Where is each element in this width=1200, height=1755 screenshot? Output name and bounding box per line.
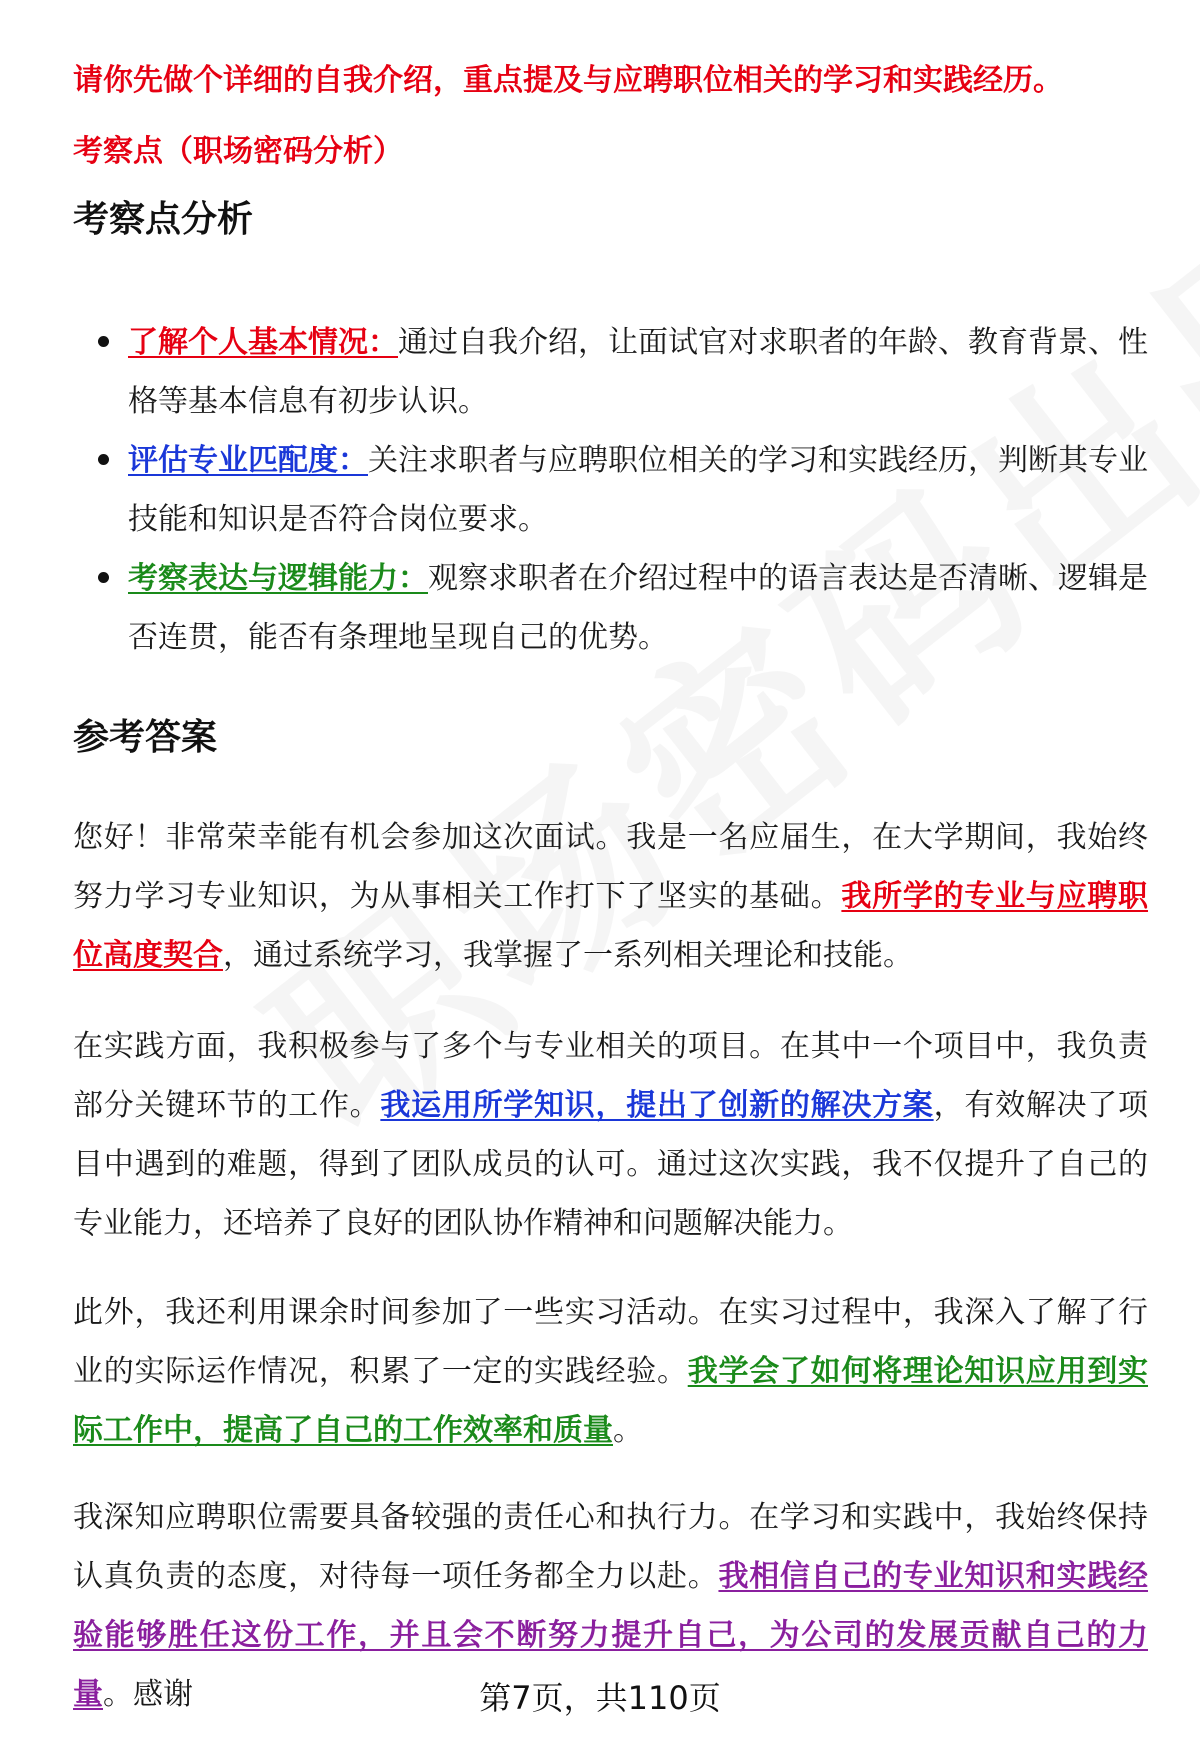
bullet-key: 考察表达与逻辑能力： — [128, 561, 428, 596]
paragraph-text: 。 — [613, 1413, 643, 1448]
paragraph-text: 我深知应聘职位需要具备较强的责任心和执行力。在学习和实践中，我始终保持认真负责的态度，对待每一项任务都全力以赴。 — [73, 1500, 1148, 1594]
bullet-key: 了解个人基本情况： — [128, 325, 398, 360]
paragraph-highlight: 我所学的专业与应聘职位高度契合 — [73, 879, 1149, 973]
bullet-text: 观察求职者在介绍过程中的语言表达是否清晰、逻辑是否连贯，能否有条理地呈现自己的优势。 — [128, 561, 1148, 655]
bullet-key: 评估专业匹配度： — [128, 443, 368, 478]
answer-paragraph — [73, 808, 1148, 985]
paragraph-highlight: 我相信自己的专业知识和实践经验能够胜任这份工作，并且会不断努力提升自己，为公司的发展贡献自己的力量 — [73, 1559, 1149, 1712]
analysis-heading: 考察点分析 — [73, 199, 254, 240]
paragraph-text: ，有效解决了项目中遇到的难题，得到了团队成员的认可。通过这次实践，我不仅提升了自己的专业能力，还培养了良好的团队协作精神和问题解决能力。 — [73, 1088, 1149, 1241]
paragraph-highlight: 我运用所学知识，提出了创新的解决方案 — [380, 1088, 934, 1123]
bullet-dot-icon — [98, 454, 109, 465]
paragraph-text: ，通过系统学习，我掌握了一系列相关理论和技能。 — [223, 938, 913, 973]
list-item — [98, 313, 1148, 431]
kcd-title: 考察点（职场密码分析） — [73, 134, 403, 169]
answer-paragraph — [73, 1283, 1148, 1460]
paragraph-text: 。感谢 — [103, 1677, 193, 1712]
answer-heading: 参考答案 — [73, 717, 218, 758]
paragraph-highlight: 我学会了如何将理论知识应用到实际工作中，提高了自己的工作效率和质量 — [73, 1354, 1149, 1448]
paragraph-text: 您好！非常荣幸能有机会参加这次面试。我是一名应届生，在大学期间，我始终努力学习专业知识，为从事相关工作打下了坚实的基础。 — [73, 820, 1148, 914]
list-item — [98, 549, 1148, 667]
interview-question: 请你先做个详细的自我介绍，重点提及与应聘职位相关的学习和实践经历。 — [73, 63, 1063, 98]
answer-paragraph — [73, 1017, 1148, 1253]
list-item — [98, 431, 1148, 549]
bullet-text: 通过自我介绍，让面试官对求职者的年龄、教育背景、性格等基本信息有初步认识。 — [128, 325, 1148, 419]
bullet-dot-icon — [98, 572, 109, 583]
page-number: 第7页，共110页 — [479, 1679, 721, 1717]
analysis-list — [98, 313, 1148, 667]
paragraph-text: 在实践方面，我积极参与了多个与专业相关的项目。在其中一个项目中，我负责部分关键环节的工作。 — [73, 1029, 1148, 1123]
paragraph-text: 此外，我还利用课余时间参加了一些实习活动。在实习过程中，我深入了解了行业的实际运作情况，积累了一定的实践经验。 — [73, 1295, 1148, 1389]
bullet-text: 关注求职者与应聘职位相关的学习和实践经历，判断其专业技能和知识是否符合岗位要求。 — [128, 443, 1148, 537]
bullet-dot-icon — [98, 336, 109, 347]
